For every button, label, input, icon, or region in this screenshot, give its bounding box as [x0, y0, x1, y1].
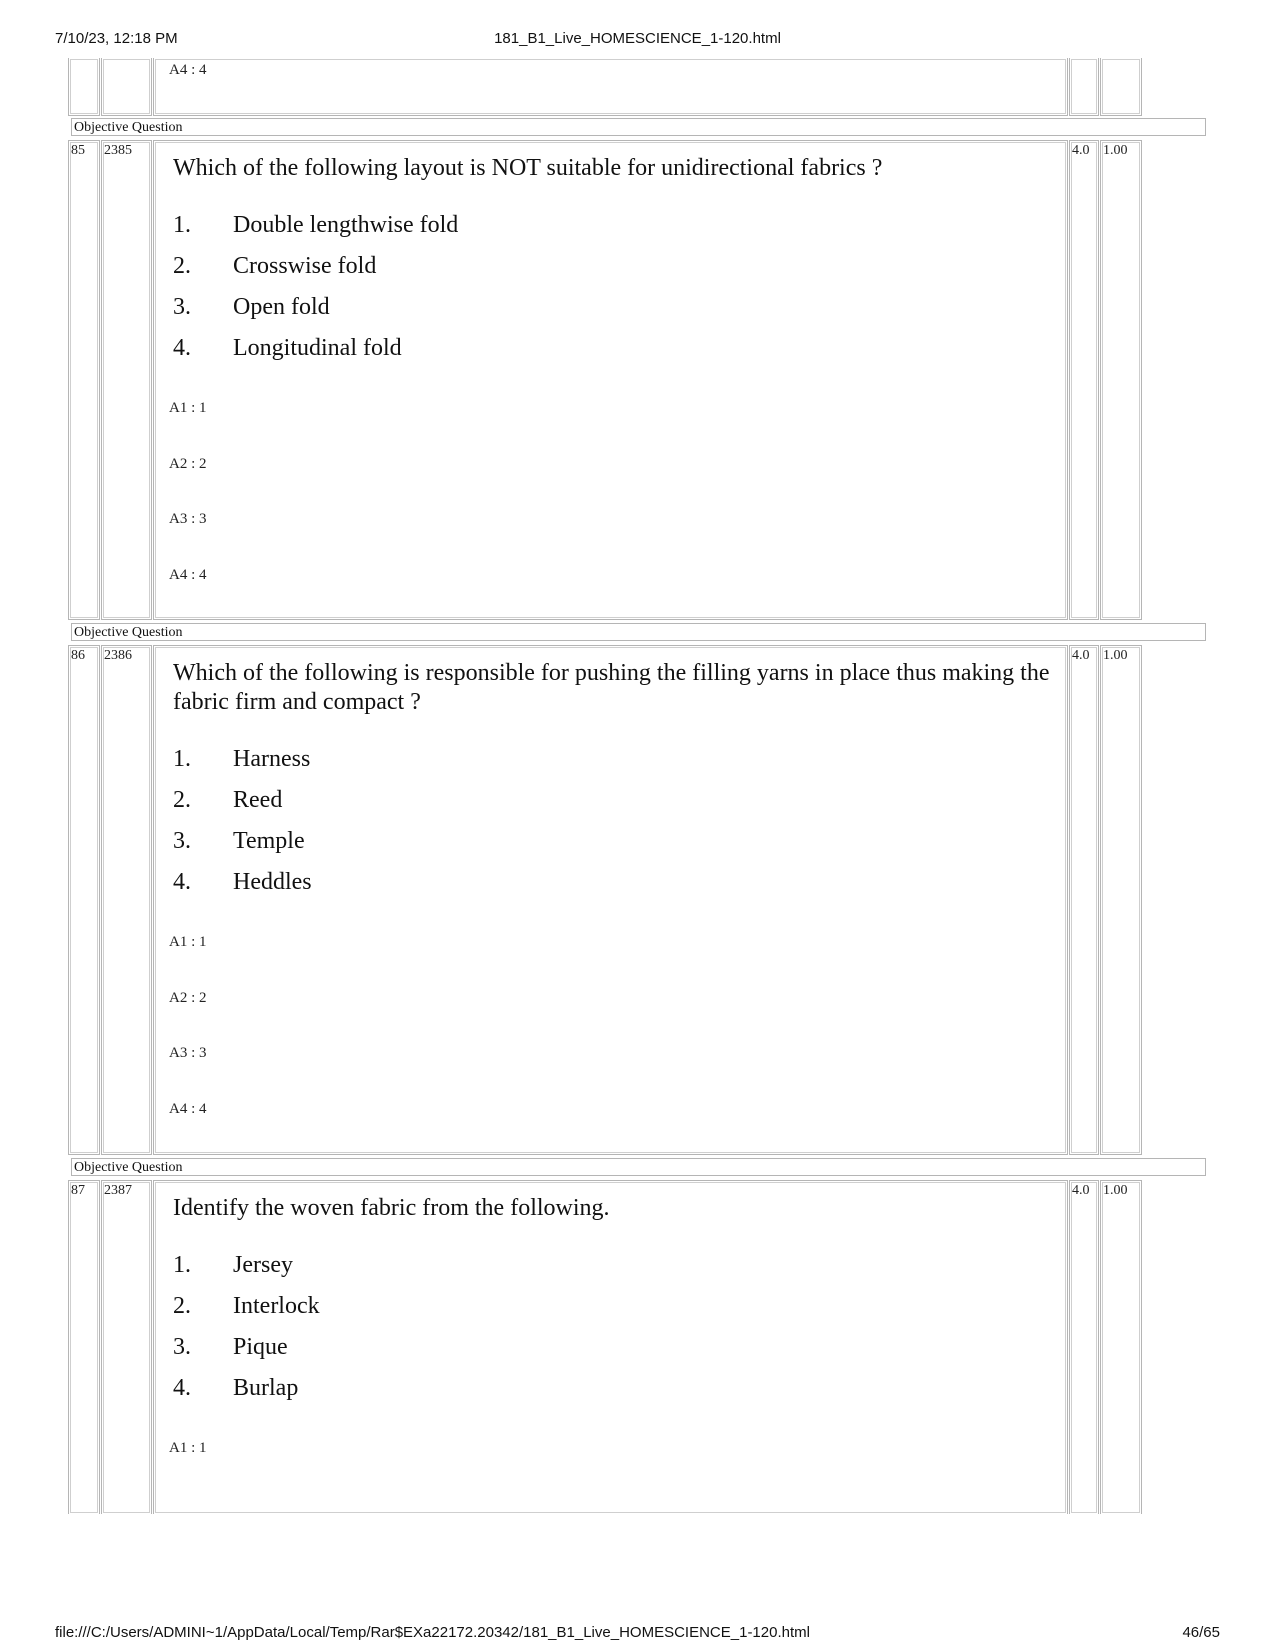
print-title: 181_B1_Live_HOMESCIENCE_1-120.html [494, 30, 781, 47]
answer-a1: A1 : 1 [169, 400, 207, 416]
marks: 4.0 [1072, 143, 1090, 158]
marks: 4.0 [1072, 648, 1090, 663]
question-id: 2387 [104, 1183, 132, 1198]
answer-a4: A4 : 4 [169, 567, 207, 583]
serial-number: 85 [71, 143, 85, 158]
section-label: Objective Question [71, 1158, 1206, 1176]
serial-number: 87 [71, 1183, 85, 1198]
page-number: 46/65 [1182, 1624, 1220, 1641]
negative-marks: 1.00 [1103, 1183, 1128, 1198]
negative-marks: 1.00 [1103, 143, 1128, 158]
question-text: Which of the following is responsible for pushing the filling yarns in place thus making the fabric firm and compact ? [173, 660, 1050, 715]
option: 2. Reed [173, 787, 283, 813]
option: 1. Harness [173, 746, 311, 772]
option: 1. Double lengthwise fold [173, 212, 459, 238]
negative-marks: 1.00 [1103, 648, 1128, 663]
option: 4. Burlap [173, 1375, 299, 1401]
question-id: 2386 [104, 648, 132, 663]
section-label: Objective Question [71, 118, 1206, 136]
option: 2. Crosswise fold [173, 253, 377, 279]
print-file-path: file:///C:/Users/ADMINI~1/AppData/Local/Temp/Rar$EXa22172.20342/181_B1_Live_HOMESCIENCE_1-120.html [55, 1624, 810, 1641]
answer-a3: A3 : 3 [169, 1045, 207, 1061]
marks: 4.0 [1072, 1183, 1090, 1198]
question-id: 2385 [104, 143, 132, 158]
option: 3. Temple [173, 828, 305, 854]
option: 3. Open fold [173, 294, 330, 320]
option: 3. Pique [173, 1334, 288, 1360]
option: 4. Heddles [173, 869, 312, 895]
option: 4. Longitudinal fold [173, 335, 402, 361]
question-text: Identify the woven fabric from the following. [173, 1195, 610, 1221]
prev-answer-a4: A4 : 4 [169, 62, 207, 78]
answer-a2: A2 : 2 [169, 456, 207, 472]
serial-number: 86 [71, 648, 85, 663]
section-label: Objective Question [71, 623, 1206, 641]
option: 1. Jersey [173, 1252, 293, 1278]
print-datetime: 7/10/23, 12:18 PM [55, 30, 178, 47]
question-text: Which of the following layout is NOT suitable for unidirectional fabrics ? [173, 155, 883, 181]
option: 2. Interlock [173, 1293, 320, 1319]
answer-a1: A1 : 1 [169, 1440, 207, 1456]
answer-a4: A4 : 4 [169, 1101, 207, 1117]
answer-a2: A2 : 2 [169, 990, 207, 1006]
answer-a3: A3 : 3 [169, 511, 207, 527]
answer-a1: A1 : 1 [169, 934, 207, 950]
